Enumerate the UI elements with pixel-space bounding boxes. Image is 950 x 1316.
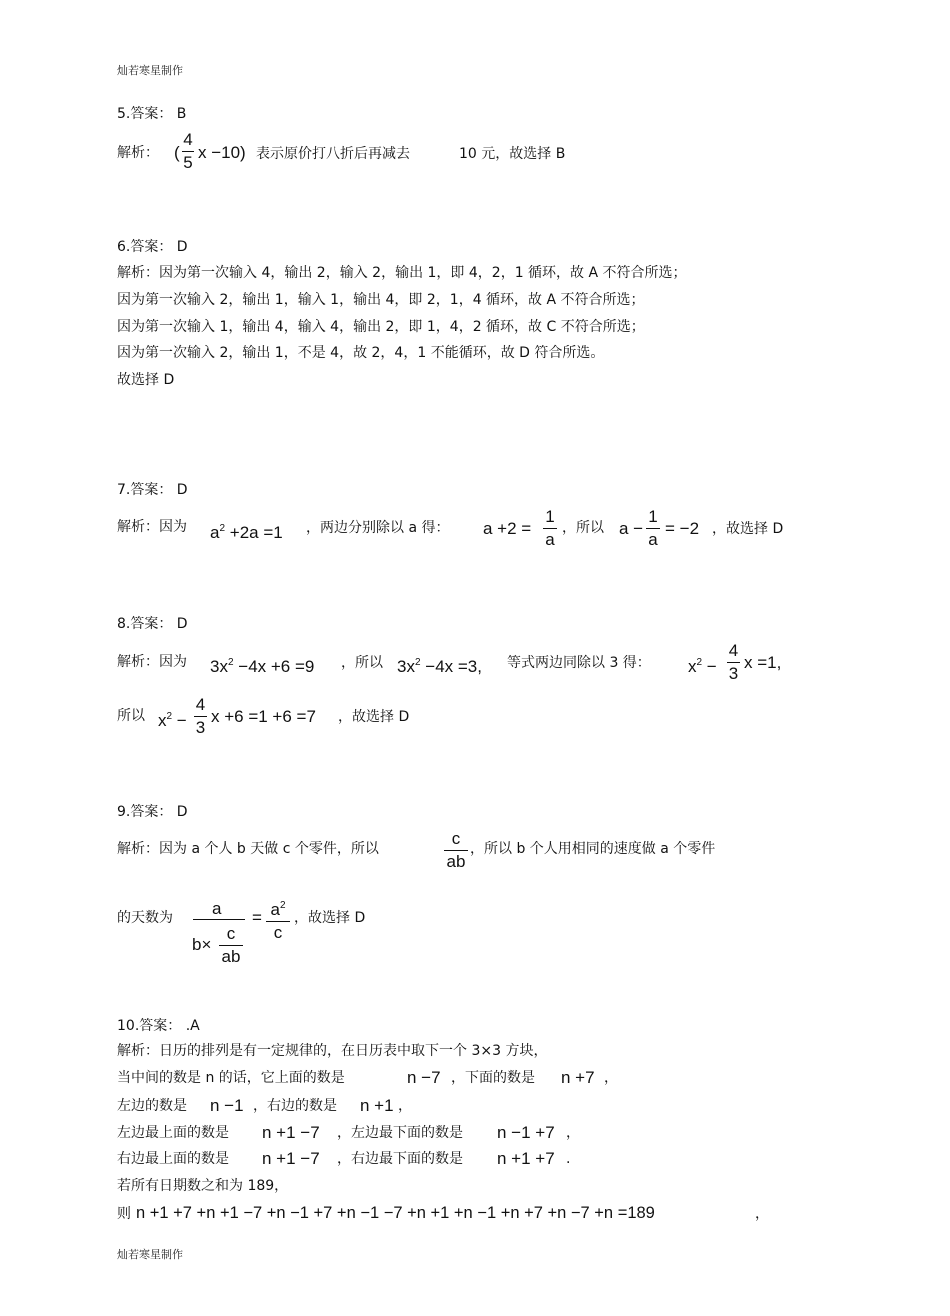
q8-answer: 8.答案： D <box>117 616 188 632</box>
q8-eq4-minus: − <box>176 711 187 730</box>
fraction-bar <box>646 528 660 529</box>
q9-result-num-base: a <box>270 900 280 919</box>
q8-equation-1 <box>210 653 314 677</box>
q9-result-den: c <box>273 923 283 942</box>
q8-text-1: ，所以 <box>341 655 383 671</box>
q10-line2-math1: n −7 <box>407 1068 441 1087</box>
q7-text-3: ，故选择 D <box>712 521 784 537</box>
q5-analysis-label: 解析： <box>117 145 159 161</box>
q10-line4-math1: n +1 −7 <box>262 1123 320 1142</box>
q9-result-fraction <box>266 896 290 943</box>
q10-line2-text: 当中间的数是 n 的话，它上面的数是 <box>117 1070 345 1086</box>
q10-line7-end: ， <box>755 1206 769 1222</box>
q9-big-num: a <box>212 899 222 918</box>
q5-fraction-den: 5 <box>183 153 193 172</box>
q6-answer: 6.答案： D <box>117 239 188 255</box>
q9-big-den-b: b× <box>192 935 212 954</box>
q10-answer: 10.答案： .A <box>117 1018 200 1034</box>
q6-line-5: 故选择 D <box>117 372 175 388</box>
q8-line2-label: 所以 <box>117 708 145 724</box>
q8-eq3-rest: x =1, <box>744 653 782 672</box>
q8-analysis-label: 解析：因为 <box>117 654 187 670</box>
q10-line2-end: ， <box>604 1070 618 1086</box>
q9-answer: 9.答案： D <box>117 804 188 820</box>
q6-line-1: 解析：因为第一次输入 4，输出 2，输入 2，输出 1，即 4，2，1 循环，故 A 不符合所选； <box>117 265 687 281</box>
q7-eq3-right: = −2 <box>665 519 700 538</box>
q9-line1-text: 解析：因为 a 个人 b 天做 c 个零件，所以 <box>117 841 379 857</box>
q10-line3-math2: n +1 <box>360 1096 394 1115</box>
q9-line1-tail: ，所以 b 个人用相同的速度做 a 个零件 <box>470 841 716 857</box>
fraction-bar <box>444 850 468 851</box>
q8-eq4-sup: 2 <box>166 711 173 722</box>
q10-line2-text2: ，下面的数是 <box>451 1070 535 1086</box>
fraction-bar <box>193 919 245 920</box>
q8-eq1-base: 3x <box>210 657 228 676</box>
q10-line4-end: ， <box>566 1125 580 1141</box>
q8-frac2-num: 4 <box>195 695 206 714</box>
q8-fraction-1 <box>727 641 740 684</box>
q5-fraction-num: 4 <box>183 130 193 149</box>
q8-frac1-num: 4 <box>728 641 739 660</box>
q5-fraction <box>182 130 194 173</box>
q9-small-fraction <box>219 924 243 967</box>
q7-text-2: ，所以 <box>562 520 604 536</box>
q10-line7-math: n +1 +7 +n +1 −7 +n −1 +7 +n −1 −7 +n +1 +n −1 +n +7 +n −7 +n =189 <box>136 1204 655 1222</box>
q8-eq4-base: x <box>158 711 167 730</box>
q9-fraction-1 <box>444 829 468 872</box>
q9-frac1-num: c <box>451 829 461 848</box>
q10-line3-end: ， <box>398 1098 412 1114</box>
q10-line3-math1: n −1 <box>210 1096 244 1115</box>
q10-line5-math2: n +1 +7 <box>497 1149 555 1168</box>
q10-line4-math2: n −1 +7 <box>497 1123 555 1142</box>
q5-expr-tail: x −10) <box>198 143 246 162</box>
page-footer: 灿若寒星制作 <box>117 1248 183 1261</box>
q6-line-2: 因为第一次输入 2，输出 1，输入 1，输出 4，即 2，1，4 循环，故 A 不符合所选； <box>117 292 645 308</box>
q7-eq1-base: a <box>210 523 220 542</box>
q8-equation-3-left <box>688 653 717 677</box>
q8-eq4-rest: x +6 =1 +6 =7 <box>211 707 316 726</box>
q10-line5-math1: n +1 −7 <box>262 1149 320 1168</box>
q7-eq3-left: a − <box>619 519 644 538</box>
q10-line4-text2: ，左边最下面的数是 <box>337 1125 463 1141</box>
q10-line3-text: 左边的数是 <box>117 1098 187 1114</box>
q10-line5-text: 右边最上面的数是 <box>117 1151 229 1167</box>
q8-fraction-2 <box>194 695 207 738</box>
q10-line7-label: 则 <box>117 1206 131 1222</box>
q8-equation-4-left <box>158 707 187 731</box>
q9-line2-tail: ，故选择 D <box>294 910 366 926</box>
q8-eq2-base: 3x <box>397 657 415 676</box>
q6-line-3: 因为第一次输入 1，输出 4，输入 4，输出 2，即 1，4，2 循环，故 C 不符合所选； <box>117 319 645 335</box>
q7-eq2-left: a +2 = <box>483 519 532 538</box>
q8-eq3-sup: 2 <box>696 657 703 668</box>
q6-line-4: 因为第一次输入 2，输出 1，不是 4，故 2，4，1 不能循环，故 D 符合所选。 <box>117 345 605 361</box>
fraction-bar <box>182 151 194 152</box>
q8-text-2: 等式两边同除以 3 得： <box>507 655 651 671</box>
fraction-bar <box>727 662 740 663</box>
q7-text-1: ，两边分别除以 a 得： <box>306 520 450 536</box>
q9-small-den: ab <box>221 947 241 966</box>
q9-small-num: c <box>226 924 236 943</box>
q7-analysis-label: 解析：因为 <box>117 519 187 535</box>
q7-eq1-sup: 2 <box>219 523 226 534</box>
q10-line-6: 若所有日期数之和为 189， <box>117 1178 289 1194</box>
q7-fraction-1 <box>543 507 557 550</box>
q7-frac1-den: a <box>545 530 555 549</box>
q8-frac2-den: 3 <box>195 718 206 737</box>
q7-eq1-rest: +2a =1 <box>229 523 283 542</box>
q8-eq1-rest: −4x +6 =9 <box>238 657 315 676</box>
q10-line5-text2: ，右边最下面的数是 <box>337 1151 463 1167</box>
q7-equation-1 <box>210 519 283 543</box>
q9-line2-label: 的天数为 <box>117 910 173 926</box>
q8-eq3-base: x <box>688 657 697 676</box>
q8-frac1-den: 3 <box>728 664 739 683</box>
page-header: 灿若寒星制作 <box>117 64 183 77</box>
q10-line4-text: 左边最上面的数是 <box>117 1125 229 1141</box>
q8-eq2-sup: 2 <box>414 657 421 668</box>
q10-line-1: 解析：日历的排列是有一定规律的，在日历表中取下一个 3×3 方块， <box>117 1043 548 1059</box>
q9-result-num <box>266 896 290 920</box>
q5-value: 10 元，故选择 B <box>459 146 566 162</box>
q7-answer: 7.答案： D <box>117 482 188 498</box>
q10-line5-end: . <box>566 1151 571 1167</box>
q7-frac2-den: a <box>648 530 658 549</box>
q7-frac1-num: 1 <box>545 507 555 526</box>
q7-frac2-num: 1 <box>648 507 658 526</box>
q10-line2-math2: n +7 <box>561 1068 595 1087</box>
q8-eq2-rest: −4x =3, <box>425 657 482 676</box>
q9-result-num-sup: 2 <box>279 900 286 911</box>
q10-line3-text2: ，右边的数是 <box>253 1098 337 1114</box>
fraction-bar <box>266 921 290 922</box>
q5-answer: 5.答案： B <box>117 106 187 122</box>
q7-fraction-2 <box>646 507 660 550</box>
q8-equation-2 <box>397 653 482 677</box>
fraction-bar <box>194 716 207 717</box>
q5-open-paren: ( <box>174 143 180 162</box>
q9-frac1-den: ab <box>446 852 466 871</box>
fraction-bar <box>219 945 243 946</box>
q8-eq3-minus: − <box>706 657 717 676</box>
q5-text: 表示原价打八折后再减去 <box>256 146 410 162</box>
fraction-bar <box>543 528 557 529</box>
q9-equals: = <box>252 908 262 927</box>
q8-eq1-sup: 2 <box>227 657 234 668</box>
q8-text-3: ，故选择 D <box>338 709 410 725</box>
